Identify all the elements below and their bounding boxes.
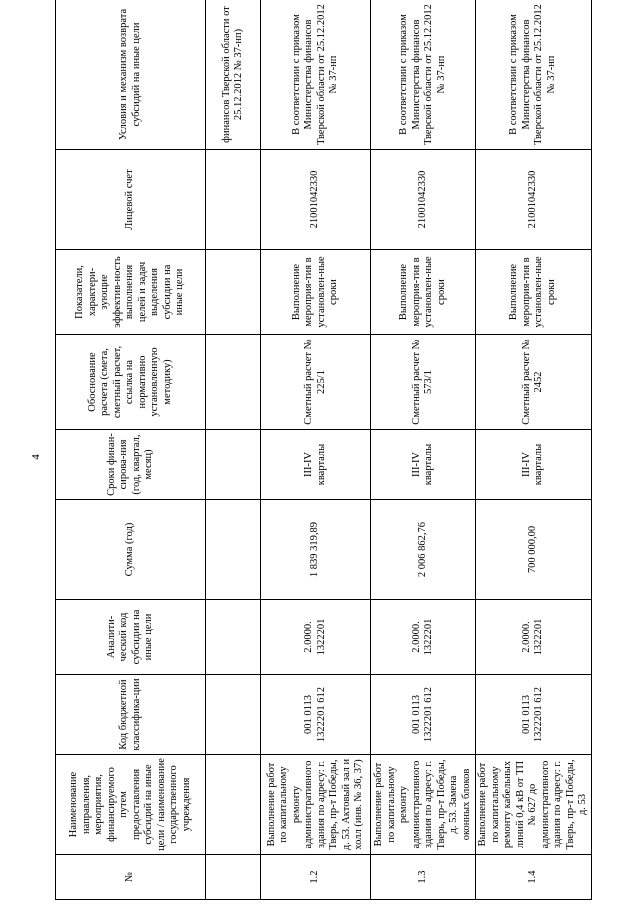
- row-period: III-IV кварталы: [261, 430, 371, 500]
- row-name: Выполнение работ по капитальному ремонту административного здания по адресу: г. Тверь, пр-т Победы, д. 53. Актовый зал и холл (инв. № 36, 37): [261, 755, 371, 855]
- header-row: [56, 0, 206, 900]
- row-num: 1.4: [476, 855, 592, 900]
- row-period: III-IV кварталы: [371, 430, 476, 500]
- row-name: Выполнение работ по капитальному ремонту административного здания по адресу: г. Тверь, пр-т Победы, д. 53. Замена оконных блоков: [371, 755, 476, 855]
- row-num: 1.2: [261, 855, 371, 900]
- row-code: 001 0113 1322201 612: [371, 675, 476, 755]
- row-basis: Сметный расчет № 2452: [476, 335, 592, 430]
- row-account: 21001042330: [371, 150, 476, 250]
- header-condition: Условия и механизм возврата субсидий на иные цели: [56, 0, 206, 150]
- row-analytic: 2.0000. 1322201: [371, 600, 476, 675]
- header-num: №: [56, 855, 206, 900]
- row-period: III-IV кварталы: [476, 430, 592, 500]
- row-sum: 1 839 319,89: [261, 500, 371, 600]
- row-indicator: Выполнение мероприя-тия в установлен-ные сроки: [371, 250, 476, 335]
- row-code: 001 0113 1322201 612: [261, 675, 371, 755]
- table-row: [261, 0, 371, 900]
- row-condition: В соответствии с приказом Министерства финансов Тверской области от 25.12.2012 № 37-нп: [371, 0, 476, 150]
- table-row: [371, 0, 476, 900]
- table-row: [476, 0, 592, 900]
- row-condition: В соответствии с приказом Министерства финансов Тверской области от 25.12.2012 № 37-нп: [476, 0, 592, 150]
- carry-row: [206, 0, 261, 900]
- header-sum: Сумма (год): [56, 500, 206, 600]
- page-number: 4: [30, 454, 42, 460]
- subsidy-table: [55, 0, 592, 900]
- header-name: Наименование направления, мероприятия, финансируемого путем предоставления субсидий на иные цели / наименование государственного учреждения: [56, 755, 206, 855]
- row-analytic: 2.0000. 1322201: [261, 600, 371, 675]
- header-period: Сроки финан-сирова-ния (год, квартал, месяц): [56, 430, 206, 500]
- row-sum: 2 006 862,76: [371, 500, 476, 600]
- row-indicator: Выполнение мероприя-тия в установлен-ные сроки: [476, 250, 592, 335]
- header-analytic: Аналити-ческий код субсидии на иные цели: [56, 600, 206, 675]
- header-code: Код бюджетной классифика-ции: [56, 675, 206, 755]
- carry-row-condition: финансов Тверской области от 25.12.2012 № 37-нп): [206, 0, 261, 150]
- row-account: 21001042330: [476, 150, 592, 250]
- rotated-table-container: [55, 0, 588, 900]
- row-account: 21001042330: [261, 150, 371, 250]
- row-sum: 700 000,00: [476, 500, 592, 600]
- row-indicator: Выполнение мероприя-тия в установлен-ные сроки: [261, 250, 371, 335]
- header-basis: Обоснование расчета (смета, сметный расчет, ссылка на нормативно установленную методику): [56, 335, 206, 430]
- row-code: 001 0113 1322201 612: [476, 675, 592, 755]
- row-basis: Сметный расчет № 225/1: [261, 335, 371, 430]
- header-account: Лицевой счет: [56, 150, 206, 250]
- row-num: 1.3: [371, 855, 476, 900]
- row-basis: Сметный расчет № 573/1: [371, 335, 476, 430]
- row-condition: В соответствии с приказом Министерства финансов Тверской области от 25.12.2012 № 37-нп: [261, 0, 371, 150]
- row-name: Выполнение работ по капитальному ремонту кабельных линий 0,4 кВ от ТП № 627 до административного здания по адресу: г. Тверь, пр-т Победы, д. 53: [476, 755, 592, 855]
- header-indicator: Показатели, характери-зующие эффектив-ность выполнения целей и задач выделения субсидии на иные цели: [56, 250, 206, 335]
- row-analytic: 2.0000. 1322201: [476, 600, 592, 675]
